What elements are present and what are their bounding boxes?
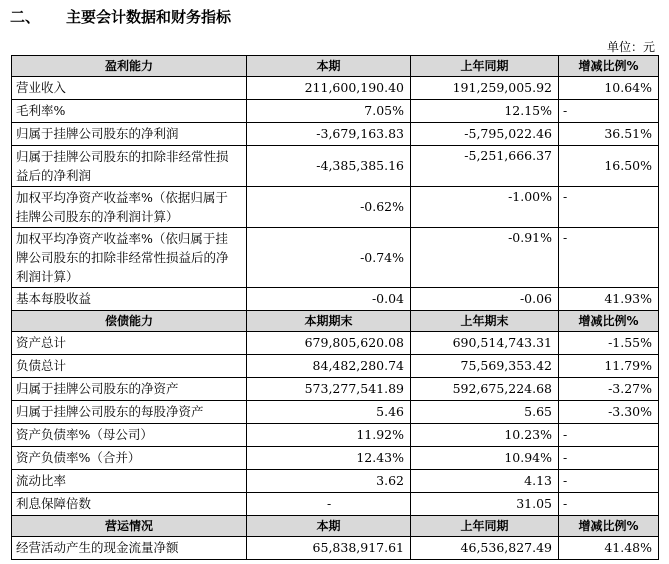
row-change: -: [559, 187, 659, 228]
row-current: 7.05%: [247, 100, 411, 123]
row-label: 流动比率: [12, 470, 247, 493]
row-previous: -0.06: [411, 288, 559, 311]
row-label: 营业收入: [12, 77, 247, 100]
table-row: [12, 100, 659, 123]
table-row: [12, 123, 659, 146]
row-previous: -0.91%: [411, 228, 559, 288]
row-label: 经营活动产生的现金流量净额: [12, 537, 247, 560]
row-change: -: [559, 228, 659, 288]
row-change: 10.64%: [559, 77, 659, 100]
table-row: [12, 228, 659, 288]
row-previous: 5.65: [411, 401, 559, 424]
operations-header-previous: 上年同期: [411, 516, 559, 537]
table-row: [12, 401, 659, 424]
financial-data-table: [11, 55, 659, 560]
solvency-header-category: 偿债能力: [12, 311, 247, 332]
row-label: 归属于挂牌公司股东的净利润: [12, 123, 247, 146]
row-previous: 690,514,743.31: [411, 332, 559, 355]
row-current: 211,600,190.40: [247, 77, 411, 100]
row-change: -1.55%: [559, 332, 659, 355]
profit-header-category: 盈利能力: [12, 56, 247, 77]
row-change: 41.48%: [559, 537, 659, 560]
profit-header-previous: 上年同期: [411, 56, 559, 77]
operations-header-row: [12, 516, 659, 537]
solvency-header-change: 增减比例%: [559, 311, 659, 332]
row-change: -: [559, 470, 659, 493]
table-row: [12, 355, 659, 378]
row-current: 5.46: [247, 401, 411, 424]
operations-header-current: 本期: [247, 516, 411, 537]
row-label: 归属于挂牌公司股东的净资产: [12, 378, 247, 401]
row-current: 573,277,541.89: [247, 378, 411, 401]
section-heading: [10, 6, 231, 27]
table-row: [12, 470, 659, 493]
row-label: 资产负债率%（母公司）: [12, 424, 247, 447]
row-change: -: [559, 447, 659, 470]
solvency-header-current: 本期期末: [247, 311, 411, 332]
row-previous: -1.00%: [411, 187, 559, 228]
unit-label: 单位：元: [606, 40, 655, 54]
section-number: 二、: [10, 8, 41, 26]
row-label: 加权平均净资产收益率%（依归属于挂牌公司股东的扣除非经常性损益后的净利润计算）: [12, 228, 247, 288]
row-previous: 4.13: [411, 470, 559, 493]
table-row: [12, 77, 659, 100]
profit-header-current: 本期: [247, 56, 411, 77]
table-row: [12, 378, 659, 401]
row-change: -: [559, 100, 659, 123]
row-current: -3,679,163.83: [247, 123, 411, 146]
row-change: -: [559, 424, 659, 447]
table-row: [12, 288, 659, 311]
row-previous: 191,259,005.92: [411, 77, 559, 100]
row-current: -0.74%: [247, 228, 411, 288]
row-current: -: [247, 493, 411, 516]
row-change: -: [559, 493, 659, 516]
operations-header-change: 增减比例%: [559, 516, 659, 537]
row-label: 加权平均净资产收益率%（依据归属于挂牌公司股东的净利润计算）: [12, 187, 247, 228]
row-previous: 46,536,827.49: [411, 537, 559, 560]
profit-header-change: 增减比例%: [559, 56, 659, 77]
solvency-header-previous: 上年期末: [411, 311, 559, 332]
row-label: 基本每股收益: [12, 288, 247, 311]
row-current: 12.43%: [247, 447, 411, 470]
row-change: 11.79%: [559, 355, 659, 378]
row-label: 毛利率%: [12, 100, 247, 123]
row-previous: 592,675,224.68: [411, 378, 559, 401]
row-change: 16.50%: [559, 146, 659, 187]
row-change: -3.30%: [559, 401, 659, 424]
profit-header-row: [12, 56, 659, 77]
table-row: [12, 187, 659, 228]
table-row: [12, 146, 659, 187]
section-title: 主要会计数据和财务指标: [66, 8, 232, 26]
table-row: [12, 537, 659, 560]
row-current: 679,805,620.08: [247, 332, 411, 355]
row-label: 归属于挂牌公司股东的每股净资产: [12, 401, 247, 424]
table-row: [12, 424, 659, 447]
row-label: 负债总计: [12, 355, 247, 378]
row-current: 84,482,280.74: [247, 355, 411, 378]
row-label: 归属于挂牌公司股东的扣除非经常性损益后的净利润: [12, 146, 247, 187]
row-previous: 31.05: [411, 493, 559, 516]
row-change: 36.51%: [559, 123, 659, 146]
row-previous: -5,251,666.37: [411, 146, 559, 187]
row-current: -4,385,385.16: [247, 146, 411, 187]
table-row: [12, 332, 659, 355]
row-label: 资产负债率%（合并）: [12, 447, 247, 470]
row-previous: 10.23%: [411, 424, 559, 447]
row-label: 利息保障倍数: [12, 493, 247, 516]
row-previous: -5,795,022.46: [411, 123, 559, 146]
row-previous: 75,569,353.42: [411, 355, 559, 378]
table-row: [12, 493, 659, 516]
row-current: 65,838,917.61: [247, 537, 411, 560]
row-change: 41.93%: [559, 288, 659, 311]
solvency-header-row: [12, 311, 659, 332]
row-label: 资产总计: [12, 332, 247, 355]
row-current: 11.92%: [247, 424, 411, 447]
row-current: -0.62%: [247, 187, 411, 228]
row-previous: 10.94%: [411, 447, 559, 470]
row-change: -3.27%: [559, 378, 659, 401]
operations-header-category: 营运情况: [12, 516, 247, 537]
row-previous: 12.15%: [411, 100, 559, 123]
row-current: 3.62: [247, 470, 411, 493]
table-row: [12, 447, 659, 470]
row-current: -0.04: [247, 288, 411, 311]
